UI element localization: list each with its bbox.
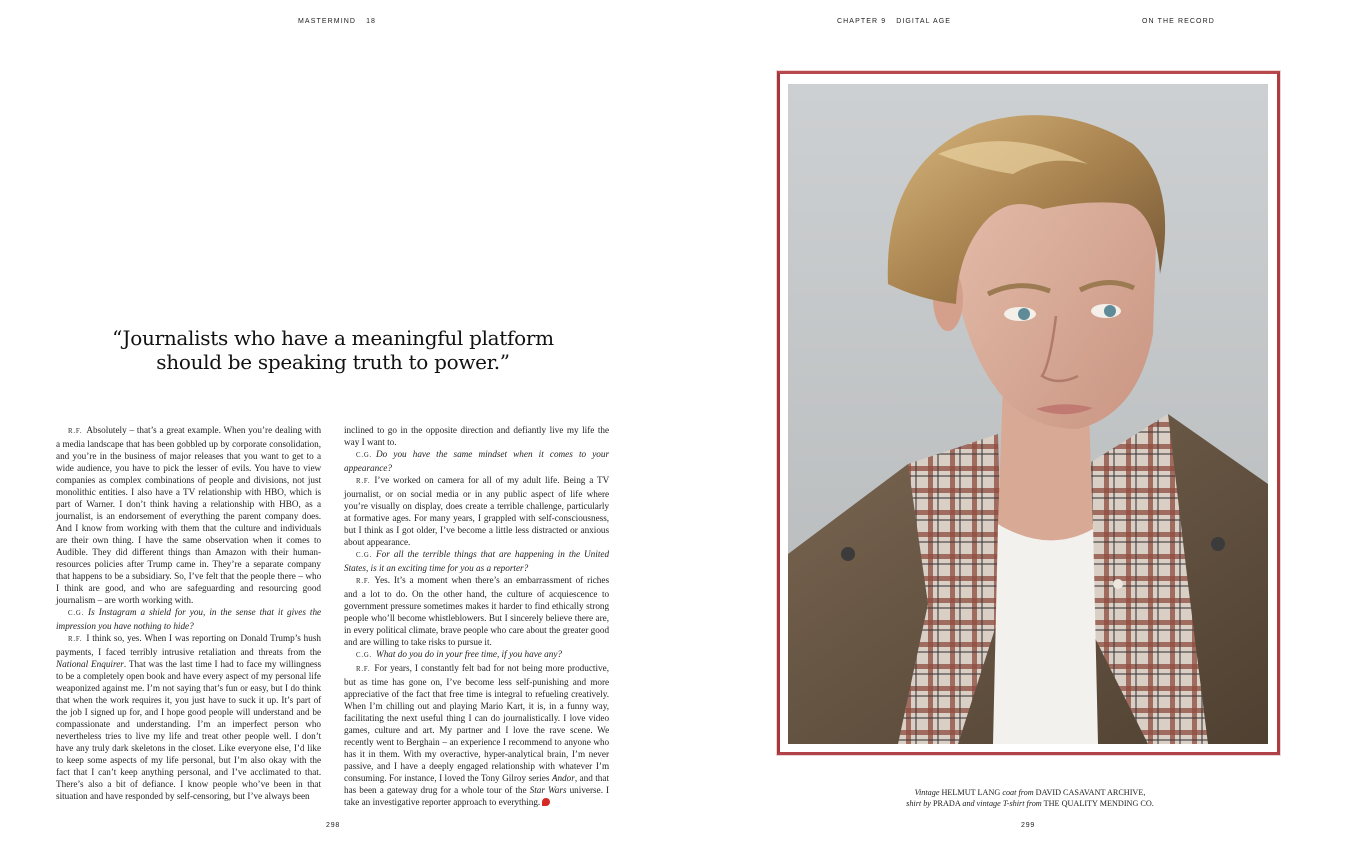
body-column-left — [56, 424, 321, 802]
answer-paragraph — [56, 632, 321, 802]
answer-paragraph — [344, 424, 609, 448]
pull-quote-line-1: “Journalists who have a meaningful platform — [112, 326, 554, 350]
caption-coat-brand: HELMUT LANG — [941, 788, 1001, 797]
speaker-initials: C.G. — [356, 652, 373, 659]
portrait-photo — [788, 84, 1268, 744]
answer-text: For years, I constantly felt bad for not being more productive, but as time has gone on, I’ve become less self-punishing and more appreciative of the fact that free time is integral to refueling creatively. When I’m chilling out and playing Mario Kart, it is, in a funny way, facilitating the next useful thing I can do journalistically. I love video games, culture and art. My partner and I love the rave scene. We recently went to Berghain – an experience I recommend to anyone who has it in them. With my overactive, hyper-analytical brain, I’m never passive, and I have a deeply engaged relationship with whatever I’m consuming. For instance, I loved the Tony Gilroy series — [344, 663, 610, 783]
caption-line-2 — [870, 799, 1190, 810]
question-text: Do you have the same mindset when it comes to your appearance? — [344, 449, 610, 473]
caption-shirt-by: shirt by — [906, 798, 931, 808]
caption-line-1 — [870, 788, 1190, 799]
running-head-left — [298, 18, 376, 25]
caption-shirt-brand: PRADA — [932, 798, 961, 808]
question-text: Is Instagram a shield for you, in the sense that it gives the impression you have nothing to hide? — [56, 607, 322, 631]
question-paragraph — [344, 448, 609, 474]
publication-name: National Enquirer — [56, 659, 124, 669]
answer-text: I think so, yes. When I was reporting on Donald Trump’s hush payments, I faced terribly intrusive retaliation and threats from the — [56, 633, 322, 657]
chapter-title: DIGITAL AGE — [896, 18, 952, 25]
franchise-title: Star Wars — [529, 785, 567, 795]
caption-coat-from: coat from — [1002, 788, 1034, 797]
answer-text: . That was the last time I had to face my willingness to be a completely open book and have every aspect of my personal life weaponized against me. I’m not saying that’s fun or easy, but I do think that when the work requires it, you just have to suck it up. It’s part of the job I signed up for, and I hope good people will understand and be compassionate and understanding. I’m an imperfect person who nevertheless tries to live my life and treat other people well. I don’t have any truly dark skeletons in the closet. Like everyone else, I’d like to keep some aspects of my life personal, but I’m also okay with the fact that I can’t keep anything personal, and I’ve acclimated to that. There’s also a bit of defiance. I know people who’ve been in that situation and have responded by self-censoring, but I’ve always been — [56, 659, 322, 801]
speaker-initials: C.G. — [356, 552, 373, 559]
pull-quote-line-2: should be speaking truth to power.” — [156, 350, 510, 374]
speaker-initials: R.F. — [356, 478, 371, 485]
magazine-title: MASTERMIND — [298, 18, 357, 25]
speaker-initials: R.F. — [68, 428, 83, 435]
answer-text: universe. I take an investigative reporter approach to everything. — [344, 785, 610, 807]
running-head-right: ON THE RECORD — [1142, 18, 1215, 25]
pull-quote — [70, 326, 596, 374]
question-text: For all the terrible things that are happening in the United States, is it an exciting time for you as a reporter? — [344, 549, 610, 573]
question-paragraph — [344, 548, 609, 574]
answer-text: , and that has been a gateway drug for a whole tour of the — [344, 773, 609, 795]
answer-text: I’ve worked on camera for all of my adult life. Being a TV journalist, or on social media or in any public aspect of life where you’re visually on display, does create a terrible challenge, particularly at formative ages. For many years, I grappled with self-consciousness, but I think as I got older, I’ve become a little less distracted or anxious about appearance. — [344, 475, 610, 547]
speaker-initials: R.F. — [356, 578, 371, 585]
answer-paragraph — [56, 424, 321, 606]
speaker-initials: C.G. — [68, 610, 85, 617]
portrait-illustration — [788, 84, 1268, 744]
caption-tshirt-store: THE QUALITY MENDING CO. — [1043, 798, 1154, 808]
end-mark-icon — [542, 798, 550, 806]
caption-coat-store: DAVID CASAVANT ARCHIVE, — [1035, 788, 1146, 797]
answer-paragraph — [344, 574, 609, 648]
answer-text: inclined to go in the opposite direction and defiantly live my life the way I want to. — [344, 425, 610, 447]
answer-text: Absolutely – that’s a great example. When you’re dealing with a media landscape that has been gobbled up by corporate consolidation, and you’re in the business of major releases that you want to get to a wide audience, you have to pick the lesser of evils. You have to view companies as complex combinations of people and divisions, not just monolithic entities. I also have a TV relationship with HBO, which is part of Warner. I don’t think having a relationship with HBO, as a journalist, is an endorsement of everything the parent company does. And I know from working with them that the culture and individuals are their own thing. I have the same observation when it comes to Audible. They did different things than Amazon with their human-resources policies after Trump came in. They’re a separate company that happens to be a subsidiary. So, I’ve felt that the people there – who I think are good, and who are safeguarding and resourcing good journalism – are worth working with. — [56, 425, 322, 605]
photo-frame — [777, 71, 1280, 755]
question-paragraph — [344, 648, 609, 662]
series-title: Andor — [551, 773, 575, 783]
speaker-initials: R.F. — [68, 636, 83, 643]
caption-vintage: Vintage — [914, 788, 940, 797]
page-number-right: 299 — [1021, 822, 1036, 829]
answer-text: Yes. It’s a moment when there’s an embarrassment of riches and a lot to do. On the other hand, the culture of acquiescence to government pressure sometimes makes it harder to find ethically strong people who’ll become whistleblowers. But I sincerely believe there are, in every political climate, brave people who care about the greater good and are willing to take risks to pursue it. — [344, 575, 610, 647]
section-number: 18 — [366, 18, 377, 25]
question-text: What do you do in your free time, if you have any? — [376, 649, 563, 659]
question-paragraph — [56, 606, 321, 632]
answer-paragraph — [344, 662, 609, 808]
running-head-chapter — [837, 18, 951, 25]
page-number-left: 298 — [326, 822, 341, 829]
chapter-label: CHAPTER 9 — [837, 18, 887, 25]
caption-tshirt-from: and vintage T-shirt from — [962, 798, 1042, 808]
photo-caption — [870, 788, 1190, 809]
speaker-initials: R.F. — [356, 666, 371, 673]
body-column-right — [344, 424, 609, 808]
answer-paragraph — [344, 474, 609, 548]
speaker-initials: C.G. — [356, 452, 373, 459]
